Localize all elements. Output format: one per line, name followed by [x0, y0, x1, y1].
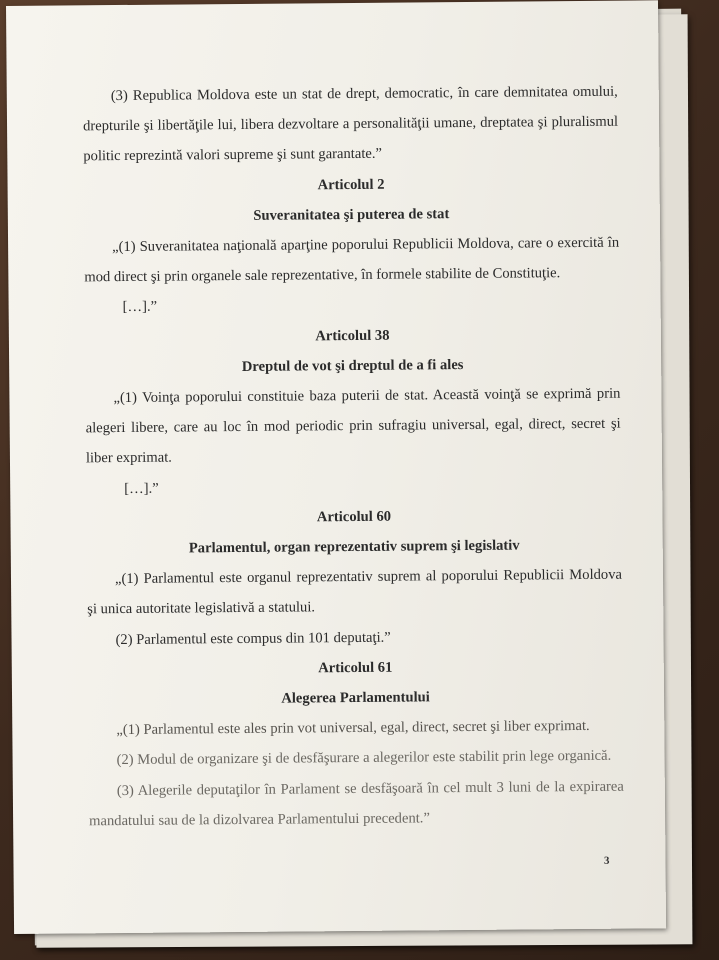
article-38-title: Dreptul de vot şi dreptul de a fi ales [241, 356, 464, 375]
article-38-paragraph-1: „(1) Voinţa poporului constituie baza puterii de stat. Această voinţă se exprimă prin alegeri libere, care au loc în mod periodic prin sufragiu universal, egal, direct, secret şi liber exprimat. [85, 385, 621, 467]
page-number: 3 [603, 854, 610, 867]
document-page [6, 0, 666, 934]
article-38-number: Articolul 38 [315, 327, 390, 344]
article-61-paragraph-1: „(1) Parlamentul este ales prin vot universal, egal, direct, secret şi liber exprimat. [116, 718, 590, 739]
article-2-paragraph-1: „(1) Suveranitatea naţională aparţine poporului Republicii Moldova, care o exercită în mod direct şi prin organele sale reprezentative, în formele stabilite de Constituţie. [84, 234, 620, 286]
article-60-paragraph-2: (2) Parlamentul este compus din 101 deputaţi.” [115, 629, 391, 648]
page-content [83, 77, 625, 837]
article-60-paragraph-1: „(1) Parlamentul este organul reprezentativ suprem al poporului Republicii Moldova şi unica autoritate legislativă a statului. [87, 566, 623, 618]
article-61-paragraph-3: (3) Alegerile deputaţilor în Parlament se desfăşoară în cel mult 3 luni de la expirarea mandatului sau de la dizolvarea Parlamentului precedent.” [89, 778, 624, 830]
article-2-number: Articolul 2 [317, 176, 385, 193]
article-60-title: Parlamentul, organ reprezentativ suprem şi legislativ [188, 537, 520, 557]
article-2-title: Suveranitatea şi puterea de stat [253, 205, 450, 224]
article-1-paragraph-3: (3) Republica Moldova este un stat de drept, democratic, în care demnitatea omului, drepturile şi libertăţile lui, libera dezvoltare a personalităţii umane, dreptatea şi pluralismul politic reprezintă valori supreme şi sunt garantate.” [82, 83, 619, 165]
article-61-paragraph-2: (2) Modul de organizare şi de desfăşurare a alegerilor este stabilit prin lege organică. [116, 748, 612, 769]
article-61-title: Alegerea Parlamentului [281, 689, 430, 707]
article-60-number: Articolul 60 [316, 508, 392, 526]
article-38-ellipsis: […].” [124, 480, 159, 497]
article-2-ellipsis: […].” [122, 299, 158, 316]
article-61-number: Articolul 61 [318, 659, 393, 677]
